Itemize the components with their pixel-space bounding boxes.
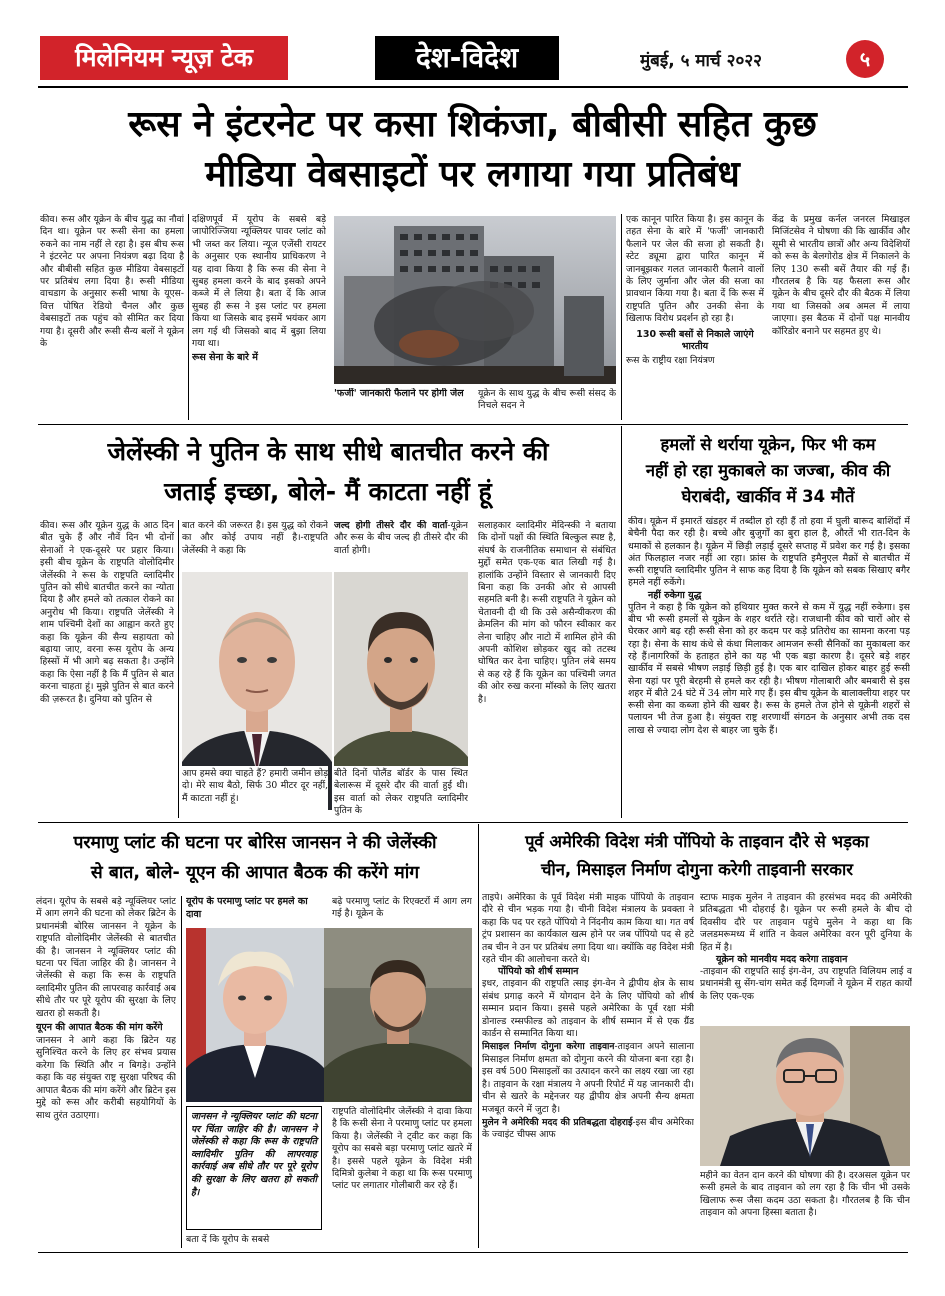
pompeo-col1-text: ताइपे। अमेरिका के पूर्व विदेश मंत्री माइक पोंपियो के ताइवान दौरे से चीन भड़क गया है। चीनी विदेश मंत्रालय के प्रवक्ता ने कहा कि पद पर रहते पोंपियो ने निंदनीय काम किया था। गत वर्ष ट्रंप प्रशासन का कार्यकाल खत्म होने पर जब पोंपियो पद से हटे तब चीन ने उन पर प्रतिबंध लगा दिया था। क्योंकि वह विदेश मंत्री रहते चीन की आलोचना करते थे।	[482, 892, 694, 966]
zelensky-col4	[478, 520, 616, 818]
ukraine-para1: कीव। यूक्रेन में इमारतें खंडहर में तब्दील हो रही हैं तो हवा में घुली बारूद बाशिंदों में बेचैनी पैदा कर रही है। बच्चे और बुजुर्गों का बुरा हाल है, औरतें भी रात-दिन के धमाकों से हलकान है। यूक्रेन में छिड़ी लड़ाई दूसरे सप्ताह में प्रवेश कर गई है। इसका अंत फिलहाल नजर नहीं आ रहा। फ्रांस के राष्ट्रपति इमैनुएल मैक्रों से बातचीत में रूसी राष्ट्रपति व्लादिमीर पुतिन ने साफ कह दिया है कि यूक्रेन को सबक सिखाए बगैर हमले नहीं रुकेंगे।	[628, 516, 910, 589]
divider	[621, 214, 622, 420]
pompeo-col2-b: -ताइवान की राष्ट्रपति साई इंग-वेन, उप राष्ट्रपति विलियम लाई व प्रधानमंत्री सु सेंग-चांग समेत कई दिग्गजों ने यूक्रेन में राहत कार्यों के लिए एक-एक	[700, 966, 912, 1002]
pompeo-col1-c-wrap	[482, 1041, 694, 1115]
ukraine-headline	[626, 432, 910, 510]
lead-col1-text: कीव। रूस और यूक्रेन के बीच युद्ध का नौवां दिन था। यूक्रेन पर रूसी सेना का हमला रुकने का नाम नहीं ले रहा है। इस बीच रूस ने इंटरनेट पर अपना नियंत्रण बढ़ा दिया है और बीबीसी सहित कुछ मीडिया वेबसाइटों पर प्रतिबंध लगा दिया है। रूसी मीडिया वाचडाग के अनुसार रूसी भाषा के यूएस-वित्त पोषित रेडियो चैनल और कुछ वेबसाइटों तक पहुंच को सीमित कर दिया गया है। दूसरी और रूसी सैन्य बलों ने यूक्रेन के	[40, 214, 184, 350]
ukraine-headline-line1: हमलों से थर्राया यूक्रेन, फिर भी कम	[660, 435, 876, 454]
nuclear-headline-line2: से बात, बोले- यूएन की आपात बैठक की करेंगे मांग	[90, 863, 420, 883]
pompeo-headline	[482, 828, 912, 884]
divider	[181, 896, 182, 1248]
lead-col4	[626, 214, 764, 420]
zelensky-video-image	[324, 928, 472, 1102]
johnson-photo	[186, 928, 324, 1102]
section-rule	[38, 822, 908, 823]
page-number-badge	[846, 40, 884, 78]
masthead	[0, 0, 945, 88]
page-bottom-rule	[38, 1252, 908, 1253]
zelensky-col2-bottom: आप हमसे क्या चाहते हैं? हमारी जमीन छोड़ दो। मेरे साथ बैठो, सिर्फ 30 मीटर दूर नहीं, मैं काटता नहीं हूं।	[182, 766, 328, 818]
pompeo-col2-text: स्टाफ माइक मुलेन ने ताइवान की हरसंभव मदद की अमेरिकी प्रतिबद्धता भी दोहराई है। यूक्रेन पर रूसी हमले के बीच दो दिवसीय दौरे पर ताइवान पहुंचे मुलेन ने कहा था कि जलडमरूमध्य में शांति न केवल अमेरिका वरन पूरी दुनिया के हित में है।	[700, 892, 912, 953]
zelensky-col3-bottom: बीते दिनों पोलैंड बॉर्डर के पास स्थित बेलारूस में दूसरे दौर की वार्ता हुई थी। इस वार्ता को लेकर राष्ट्रपति व्लादिमीर पुतिन के	[334, 768, 468, 817]
ukraine-subhead: नहीं रुकेगा युद्ध	[648, 589, 702, 601]
lead-col5	[772, 214, 910, 420]
zelensky-col3-subhead: जल्द होगी तीसरे दौर की वार्ता	[334, 520, 448, 531]
nuclear-headline	[30, 828, 480, 888]
pompeo-col1-d: -इस बीच अमेरिका के ज्वाइंट चीफ्स आफ	[482, 1116, 694, 1141]
paper-name-banner	[40, 36, 288, 80]
lead-col4-subhead: 130 रूसी बसों से निकाले जाएंगे भारतीय	[636, 328, 754, 352]
lead-photo-damaged-building	[334, 216, 616, 384]
zelensky-col2-top: बात करने की जरूरत है। इस युद्ध को रोकने का और कोई उपाय नहीं है।-राष्ट्रपति जेलेंस्की ने कहा कि	[182, 520, 328, 556]
section-rule	[38, 424, 908, 425]
lead-headline-line1: रूस ने इंटरनेट पर कसा शिकंजा, बीबीसी सहित कुछ	[128, 104, 817, 145]
lead-col5-text: केंद्र के प्रमुख कर्नल जनरल मिखाइल मिजिंटसेव ने घोषणा की कि खार्कीव और सूमी से भारतीय छात्रों और अन्य विदेशियों को रूस के बेलगोरोड क्षेत्र में निकालने के लिए 130 रूसी बसें तैयार की गई हैं। गौरतलब है कि यह फैसला रूस और यूक्रेन के बीच दूसरे दौर की बैठक में लिया गया था जिसको अब अमल में लाया जाएगा। इस बैठक में दोनों पक्ष मानवीय कॉरिडोर बनाने पर सहमत हुए थे।	[772, 214, 910, 337]
lead-photo-caption-left: 'फर्जी' जानकारी फैलाने पर होगी जेल	[334, 388, 464, 399]
divider	[621, 426, 622, 818]
pompeo-col1-d-wrap	[482, 1117, 694, 1142]
pompeo-col2-c: महीने का वेतन दान करने की घोषणा की है। दरअसल यूक्रेन पर रूसी हमले के बाद ताइवान को लग रहा है कि चीन भी उसके खिलाफ रूस जैसा कदम उठा सकता है। गौरतलब है कि चीन ताइवान को अपना हिस्सा बताता है।	[700, 1170, 910, 1219]
section-title: देश-विदेश	[415, 41, 519, 74]
ukraine-para2: पुतिन ने कहा है कि यूक्रेन को हथियार मुक्त करने से कम में युद्ध नहीं रुकेगा। इस बीच भी रूसी हमलों से यूक्रेन के शहर थर्राते रहे। राजधानी कीव को चारों ओर से घेरकर आगे बढ़ रही रूसी सेना को हर कदम पर कड़े प्रतिरोध का सामना करना पड़ रहा है। सेना के साथ कंधे से कंधा मिलाकर आमजन रूसी सैनिकों का मुकाबला कर रहे हैं।नागरिकों के हताहत होने का यह भी एक बड़ा कारण है। दूसरे बड़े शहर खार्कीव में सबसे भीषण लड़ाई छिड़ी हुई है। एक बार दाखिल होकर बाहर हुई रूसी सेना यहां पर पूरी बेरहमी से हमले कर रही है। भीषण गोलाबारी और बमबारी से इस शहर में बीते 24 घंटे में 34 लोग मारे गए हैं। इस बीच यूक्रेन के बालाक्लीया शहर पर रूसी सेना का कब्जा होने की खबर है। रूस के हमले तेज होने से यूक्रेनी शहरों से पलायन भी तेज हुआ है। संयुक्त राष्ट्र शरणार्थी संगठन के अनुसार अभी तक दस लाख से ज्यादा लोग देश से बाहर जा चुके हैं।	[628, 601, 910, 736]
nuclear-col2-bottom: बता दें कि यूरोप के सबसे	[186, 1234, 270, 1245]
zelensky-col4-text: सलाहकार व्लादिमीर मेदिन्स्की ने बताया कि दोनों पक्षों की स्थिति बिल्कुल स्पष्ट है, संघर्ष के राजनीतिक समाधान से संबंधित मुद्दों समेत एक-एक बात लिखी गई है। हालांकि उन्होंने विस्तार से जानकारी दिए बिना कहा कि उनकी ओर से आपसी सहमति बनी है। रूसी राष्ट्रपति ने यूक्रेन को चेतावनी दी थी कि उसे असैन्यीकरण की क्रेमलिन की मांग को फौरन स्वीकार कर लेना चाहिए और नाटो में शामिल होने की अपनी कोशिश छोड़कर खुद को तटस्थ घोषित कर देना चाहिए। पुतिन लंबे समय से कह रहे हैं कि यूक्रेन का पश्चिमी जगत की ओर रुख करना मॉस्को के लिए खतरा है।	[478, 520, 616, 705]
zelensky-headline-line2: जताई इच्छा, बोले- मैं काटता नहीं हूं	[164, 477, 492, 506]
zelensky-video-photo	[324, 928, 472, 1102]
nuclear-col1-text: लंदन। यूरोप के सबसे बड़े न्यूक्लियर प्लांट में आग लगने की घटना को लेकर ब्रिटेन के प्रधानमंत्री बोरिस जानसन ने यूक्रेन के राष्ट्रपति वोलोदिमीर जेलेंस्की से बातचीत की है। जानसन ने न्यूक्लियर प्लांट की घटना पर चिंता जाहिर की है। जानसन ने जेलेंस्की से कहा कि रूस के राष्ट्रपति व्लादिमीर पुतिन की लापरवाह कार्रवाई अब सीधे तौर पर पूरे यूरोप की सुरक्षा के लिए खतरा हो सकती है।	[36, 896, 176, 1019]
page-number: ५	[859, 47, 871, 71]
lead-col2-text: दक्षिणपूर्व में यूरोप के सबसे बड़े जापोरिज्जिया न्यूक्लियर पावर प्लांट को भी जब्त कर लिया। न्यूज एजेंसी रायटर के अनुसार एक स्थानीय प्राधिकरण ने यह दावा किया है कि रूस की सेना ने सुबह हमला करने के बाद इसको अपने कब्जे में ले लिया है। बता दें कि आज सुबह ही रूस ने इस प्लांट पर हमला किया था जिसके बाद इसमें भयंकर आग लग गई थी जिसको बाद में बुझा लिया गया था।	[192, 214, 326, 350]
zelensky-headline-line1: जेलेंस्की ने पुतिन के साथ सीधे बातचीत करने की	[107, 437, 549, 466]
paper-name: मिलेनियम न्यूज़ टेक	[75, 43, 253, 72]
pompeo-subhead3: मुलेन ने अमेरिकी मदद की प्रतिबद्धता दोहराई	[482, 1116, 633, 1128]
lead-photo-caption-right: यूक्रेन के साथ युद्ध के बीच रूसी संसद के निचले सदन ने	[478, 388, 616, 412]
masthead-rule	[38, 86, 908, 88]
pompeo-subhead2: मिसाइल निर्माण दोगुना करेगा ताइवान	[482, 1041, 615, 1053]
section-banner	[375, 36, 559, 80]
zelensky-headline	[38, 432, 618, 512]
pompeo-col1	[482, 892, 694, 1248]
lead-col4-text: एक कानून पारित किया है। इस कानून के तहत सेना के बारे में 'फर्जी' जानकारी फैलाने पर जेल की सजा हो सकती है। स्टेट ड्यूमा द्वारा पारित कानून में जानबूझकर गलत जानकारी फैलाने वालों के लिए जुर्माना और जेल की सजा का प्रावधान किया गया है। बता दें कि रूस में राष्ट्रपति पुतिन और उनकी सेना के खिलाफ विरोध प्रदर्शन हो रहा है।	[626, 214, 764, 325]
divider	[478, 824, 479, 1248]
nuclear-col3-top: बढ़े परमाणु प्लांट के रिएक्टरों में आग लग गई है। यूक्रेन के	[332, 896, 472, 920]
nuclear-col1	[36, 896, 176, 1248]
lead-col4-tail: रूस के राष्ट्रीय रक्षा नियंत्रण	[626, 354, 715, 366]
pompeo-col1-c: -ताइवान अपने सालाना मिसाइल निर्माण क्षमता को दोगुना करने की योजना बना रहा है। इस वर्ष 500 मिसाइलों का उत्पादन करने का लक्ष्य रखा जा रहा है। ताइवान के रक्षा मंत्रालय ने अपनी रिपोर्ट में यह जानकारी दी। चीन से खतरे के मद्देनजर यह द्वीपीय क्षेत्र अपनी सैन्य क्षमता मजबूत करने में जुटा है।	[482, 1041, 694, 1115]
pompeo-col2	[700, 892, 912, 1024]
zelensky-col3-top-text: -यूक्रेन और रूस के बीच जल्द ही तीसरे दौर की वार्ता होगी।	[334, 520, 468, 556]
lead-headline-line2: मीडिया वेबसाइटों पर लगाया गया प्रतिबंध	[205, 154, 740, 195]
divider	[188, 214, 189, 420]
pompeo-col2-subhead: यूक्रेन को मानवीय मदद करेगा ताइवान	[716, 954, 848, 966]
nuclear-quote-box	[186, 1106, 322, 1230]
pompeo-col1-b: इधर, ताइवान की राष्ट्रपति त्साइ इंग-वेन ने द्वीपीय क्षेत्र के साथ संबंध प्रगाढ़ करने में योगदान देने के लिए पोंपियो को शीर्ष सम्मान प्रदान किया। इससे पहले अमेरिका के पूर्व रक्षा मंत्री डोनाल्ड रम्सफील्ड को ताइवान के शीर्ष सम्मान में से एक ग्रैंड कार्डन से सम्मानित किया था।	[482, 978, 694, 1040]
zelensky-col3-top	[334, 520, 468, 566]
pompeo-headline-line2: चीन, मिसाइल निर्माण दोगुना करेगी ताइवानी सरकार	[541, 860, 853, 879]
pompeo-headline-line1: पूर्व अमेरिकी विदेश मंत्री पोंपियो के ताइवान दौरे से भड़का	[525, 832, 869, 851]
zelensky-col1	[40, 520, 174, 818]
ukraine-headline-line2: नहीं हो रहा मुकाबले का जज्बा, कीव की	[645, 461, 891, 480]
divider	[178, 520, 179, 818]
nuclear-col3-bottom: राष्ट्रपति वोलोदिमीर जेलेंस्की ने दावा किया है कि रूसी सेना ने परमाणु प्लांट पर हमला किया है। जेलेंस्की ने ट्वीट कर कहा कि यूरोप का सबसे बड़ा परमाणु प्लांट खतरे में है। इससे पहले यूक्रेन के विदेश मंत्री दिमित्रो कुलेबा ने कहा था कि रूस परमाणु प्लांट पर लगातार गोलीबारी कर रहे हैं।	[332, 1106, 472, 1192]
lead-col2-subhead: रूस सेना के बारे में	[192, 352, 258, 364]
ukraine-headline-line3: घेराबंदी, खार्कीव में 34 मौतें	[681, 487, 855, 506]
mike-pompeo-image	[700, 1026, 910, 1166]
nuclear-quote-text: जानसन ने न्यूक्लियर प्लांट की घटना पर चिंता जाहिर की है। जानसन ने जेलेंस्की से कहा कि रूस के राष्ट्रपति व्लादिमीर पुतिन की लापरवाह कार्रवाई अब सीधे तौर पर पूरे यूरोप की सुरक्षा के लिए खतरा हो सकती है।	[191, 1111, 317, 1198]
zelensky-col1-text: कीव। रूस और यूक्रेन युद्ध के आठ दिन बीत चुके हैं और नौवें दिन भी दोनों सेनाओं ने एक-दूसरे पर प्रहार किया। इसी बीच यूक्रेन के राष्ट्रपति वोलोदिमीर जेलेंस्की ने रूस के राष्ट्रपति व्लादिमीर पुतिन को सीधे बातचीत करने का न्योता दिया है और हमले को तत्काल रोकने का अनुरोध भी किया। राष्ट्रपति जेलेंस्की ने शाम पश्चिमी देशों का आह्वान करते हुए कहा कि यूक्रेन की सैन्य सहायता को बढ़ाया जाए, वरना रूस यूरोप के अन्य हिस्सों में भी आगे बढ़ सकता है। उन्होंने कहा कि ऐसा नहीं है कि मैं पुतिन से बात करना चाहता हूं। मुझे पुतिन से बात करने की ज़रूरत है। दुनिया को पुतिन से	[40, 520, 174, 705]
ukraine-body	[628, 516, 910, 818]
pompeo-photo	[700, 1026, 910, 1166]
issue-date: मुंबई, ५ मार्च २०२२	[640, 51, 762, 71]
boris-johnson-image	[186, 928, 324, 1102]
nuclear-headline-line1: परमाणु प्लांट की घटना पर बोरिस जानसन ने की जेलेंस्की	[73, 833, 437, 853]
lead-col2	[192, 214, 326, 420]
damaged-building-image	[334, 216, 616, 384]
nuclear-col1-subhead: यूएन की आपात बैठक की मांग करेंगे	[36, 1022, 163, 1034]
lead-col1	[40, 214, 184, 420]
lead-headline	[30, 100, 915, 200]
nuclear-col1-tail: जानसन ने आगे कहा कि ब्रिटेन यह सुनिश्चित करने के लिए हर संभव प्रयास करेगा कि स्थिति और न बिगड़े। उन्होंने कहा कि वह संयुक्त राष्ट्र सुरक्षा परिषद की आपात बैठक की मांग करेंगे और ब्रिटेन इस मुद्दे को रूस और करीबी सहयोगियों के साथ तुरंत उठाएगा।	[36, 1035, 176, 1121]
pompeo-subhead1: पोंपियो को शीर्ष सम्मान	[498, 966, 579, 978]
nuclear-col2-subhead: यूरोप के परमाणु प्लांट पर हमले का दावा	[186, 896, 308, 920]
